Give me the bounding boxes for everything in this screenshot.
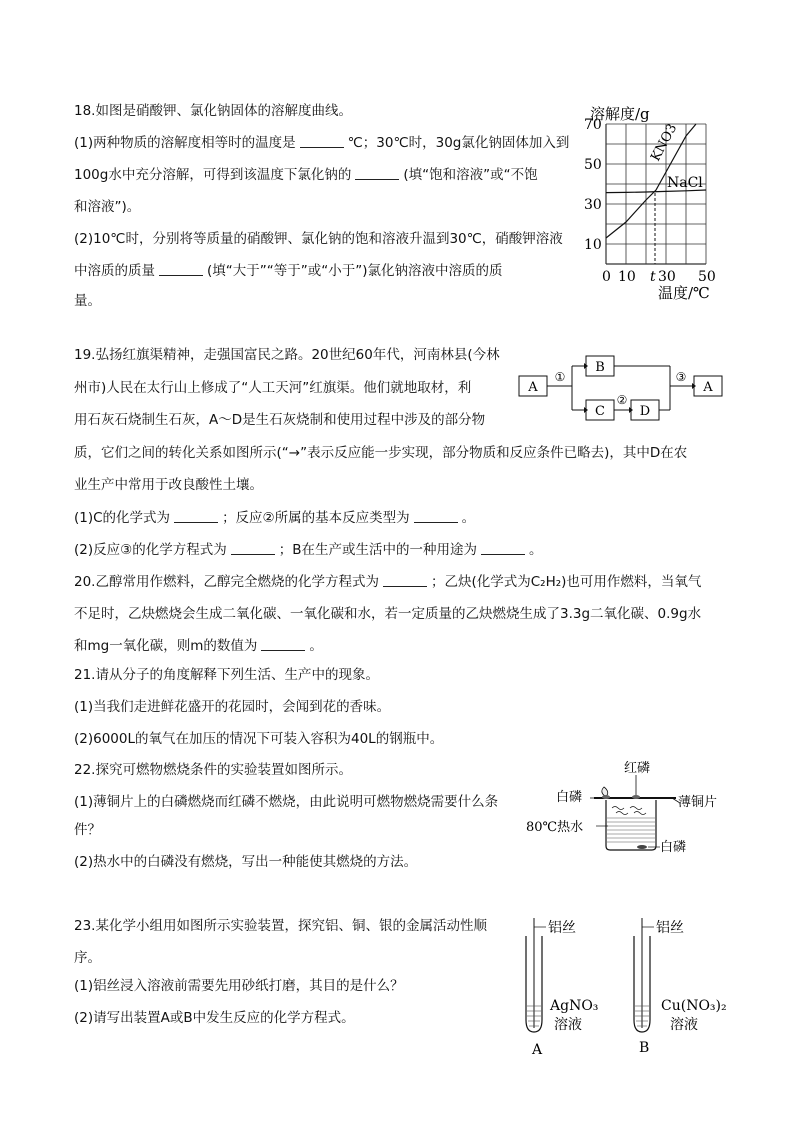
x-tick-label: 50 — [698, 269, 716, 285]
q19-line2: 州市)人民在太行山上修成了“人工天河”红旗渠。他们就地取材，利 — [74, 380, 472, 396]
q21-line3: (2)6000L的氧气在加压的情况下可装入容积为40L的钢瓶中。 — [74, 731, 444, 747]
x-tick-label: 10 — [618, 269, 636, 285]
chart-xlabel: 温度/℃ — [658, 284, 710, 302]
test-tube-apparatus — [520, 910, 734, 1060]
node-d: D — [639, 404, 651, 419]
answer-blank[interactable] — [261, 637, 305, 651]
node-c: C — [595, 404, 605, 419]
q18-part1-line2: 100g水中充分溶解，可得到该温度下氯化钠的 (填“饱和溶液”或“不饱 — [74, 167, 538, 183]
q21-line1: 21.请从分子的角度解释下列生活、生产中的现象。 — [74, 667, 379, 683]
q21-line2: (1)当我们走进鲜花盛开的花园时，会闻到花的香味。 — [74, 699, 391, 715]
solubility-chart — [578, 100, 728, 305]
answer-blank[interactable] — [383, 573, 427, 587]
step-2-label: ② — [616, 393, 628, 407]
tube-a-label: A — [532, 1042, 543, 1058]
q22-line4: (2)热水中的白磷没有燃烧，写出一种能使其燃烧的方法。 — [74, 854, 418, 870]
answer-blank[interactable] — [300, 134, 344, 148]
conversion-diagram — [518, 348, 724, 438]
node-b: B — [595, 360, 605, 375]
y-tick-label: 50 — [584, 157, 602, 173]
solution-a-label: AgNO₃ — [550, 998, 599, 1014]
answer-blank[interactable] — [355, 166, 399, 180]
step-3-label: ③ — [675, 370, 687, 384]
q22-line3: 件？ — [74, 822, 101, 838]
node-a-left: A — [528, 380, 538, 395]
solution-a-liquid: 溶液 — [554, 1017, 582, 1033]
q19-line4: 质，它们之间的转化关系如图所示(“→”表示反应能一步实现，部分物质和反应条件已略去)，其中D在农 — [74, 445, 688, 461]
q23-line3: (1)铝丝浸入溶液前需要先用砂纸打磨，其目的是什么？ — [74, 978, 404, 994]
y-tick-label: 70 — [584, 117, 602, 133]
y-tick-label: 30 — [584, 197, 602, 213]
chart-ylabel: 溶解度/g — [590, 105, 650, 123]
q18-title: 18.如图是硝酸钾、氯化钠固体的溶解度曲线。 — [74, 103, 352, 119]
q20-line1: 20.乙醇常用作燃料，乙醇完全燃烧的化学方程式为 ；乙炔(化学式为C₂H₂)也可用作燃料，当氧气 — [74, 574, 702, 590]
answer-blank[interactable] — [159, 262, 203, 276]
white-phosphorus-bottom-label: 白磷 — [660, 840, 687, 855]
q19-line5: 业生产中常用于改良酸性土壤。 — [74, 477, 263, 493]
y-tick-label: 10 — [584, 237, 602, 253]
q23-line2: 序。 — [74, 950, 101, 966]
solution-b-label: Cu(NO₃)₂ — [661, 998, 727, 1014]
q23-line1: 23.某化学小组用如图所示实验装置，探究铝、铜、银的金属活动性顺 — [74, 918, 487, 934]
nacl-label: NaCl — [667, 175, 703, 191]
hot-water-label: 80℃热水 — [526, 820, 584, 835]
kno3-label: KNO3 — [648, 121, 681, 164]
q20-line2: 不足时，乙炔燃烧会生成二氧化碳、一氧化碳和水，若一定质量的乙炔燃烧生成了3.3g二氧化碳、0.9g水 — [74, 606, 702, 622]
step-1-label: ① — [554, 370, 566, 384]
q18-part2-line3: 量。 — [74, 293, 101, 309]
test-tube-b — [634, 918, 654, 1032]
wire-b-label: 铝丝 — [656, 920, 684, 936]
q18-part1-line1: (1)两种物质的溶解度相等时的温度是 ℃；30℃时，30g氯化钠固体加入到 — [74, 135, 570, 151]
flame-icon — [602, 787, 608, 796]
x-tick-label: t — [650, 269, 656, 285]
wire-a-label: 铝丝 — [548, 920, 576, 936]
answer-blank[interactable] — [174, 509, 218, 523]
q20-line3: 和mg一氧化碳，则m的数值为 。 — [74, 638, 323, 654]
x-tick-label: 30 — [658, 269, 676, 285]
q18-part2-line2: 中溶质的质量 (填“大于”“等于”或“小于”)氯化钠溶液中溶质的质 — [74, 263, 503, 279]
white-phosphorus-top-label: 白磷 — [556, 790, 583, 805]
copper-sheet-label: 薄铜片 — [678, 795, 718, 810]
q22-line1: 22.探究可燃物燃烧条件的实验装置如图所示。 — [74, 762, 352, 778]
q19-part1: (1)C的化学式为 ；反应②所属的基本反应类型为 。 — [74, 510, 476, 526]
tube-b-label: B — [639, 1040, 650, 1056]
q19-line3: 用石灰石烧制生石灰，A～D是生石灰烧制和使用过程中涉及的部分物 — [74, 412, 486, 428]
x-tick-label: 0 — [602, 269, 611, 285]
node-a-right: A — [703, 380, 713, 395]
q19-line1: 19.弘扬红旗渠精神，走强国富民之路。20世纪60年代，河南林县(今林 — [74, 347, 500, 363]
answer-blank[interactable] — [231, 541, 275, 555]
q23-line4: (2)请写出装置A或B中发生反应的化学方程式。 — [74, 1010, 355, 1026]
solution-b-liquid: 溶液 — [670, 1017, 698, 1033]
answer-blank[interactable] — [414, 509, 458, 523]
q19-part2: (2)反应③的化学方程式为 ；B在生产或生活中的一种用途为 。 — [74, 542, 543, 558]
q18-part1-line3: 和溶液”)。 — [74, 199, 141, 215]
q22-line2: (1)薄铜片上的白磷燃烧而红磷不燃烧，由此说明可燃物燃烧需要什么条 — [74, 794, 499, 810]
test-tube-a — [526, 918, 546, 1032]
answer-blank[interactable] — [481, 541, 525, 555]
q18-part2-line1: (2)10℃时，分别将等质量的硝酸钾、氯化钠的饱和溶液升温到30℃，硝酸钾溶液 — [74, 231, 563, 247]
combustion-apparatus — [524, 756, 734, 856]
red-phosphorus-label: 红磷 — [624, 761, 651, 776]
